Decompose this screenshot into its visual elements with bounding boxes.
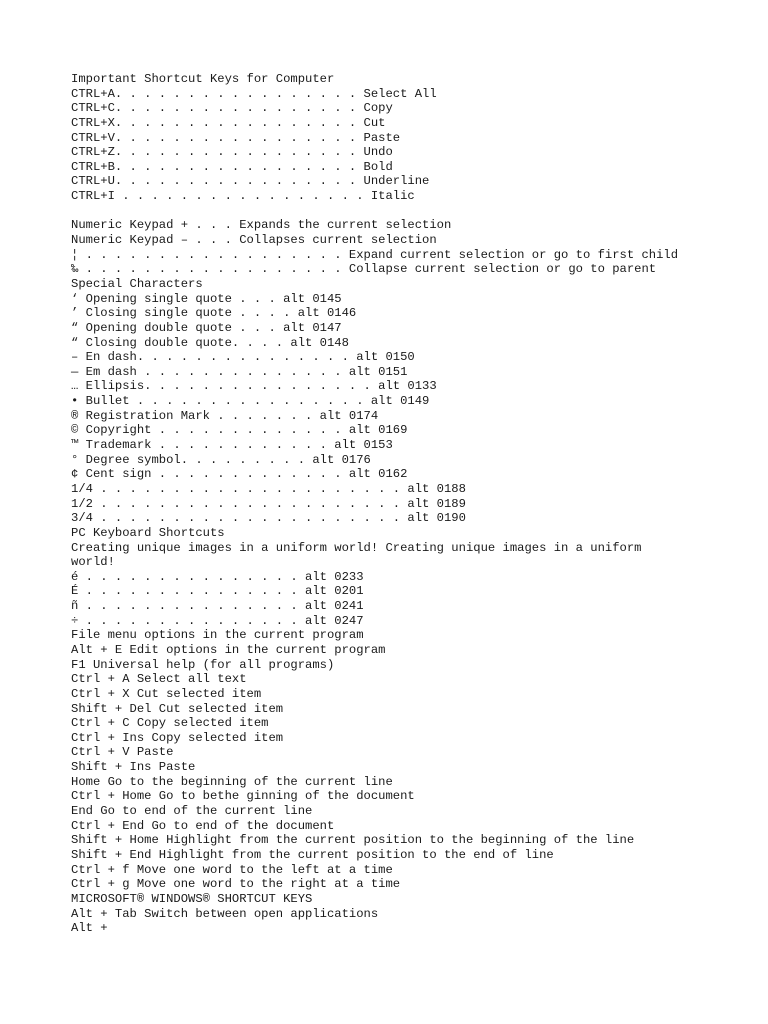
text-line: ‘ Opening single quote . . . alt 0145 (71, 291, 342, 306)
text-line: “ Closing double quote. . . . alt 0148 (71, 335, 349, 350)
section-heading: Special Characters (71, 276, 203, 291)
text-line: ™ Trademark . . . . . . . . . . . . alt 0153 (71, 438, 393, 453)
text-line: F1 Universal help (for all programs) (71, 657, 335, 672)
text-line: Alt + (71, 921, 108, 936)
text-line: Ctrl + C Copy selected item (71, 716, 269, 731)
text-line: CTRL+Z. . . . . . . . . . . . . . . . . Undo (71, 145, 393, 160)
text-line: ¦ . . . . . . . . . . . . . . . . . . Expand current selection or go to first child (71, 247, 679, 262)
text-line: ° Degree symbol. . . . . . . . . alt 0176 (71, 452, 371, 467)
text-line: Ctrl + g Move one word to the right at a time (71, 877, 401, 892)
text-line: 1/4 . . . . . . . . . . . . . . . . . . . . . alt 0188 (71, 481, 466, 496)
document-page (71, 72, 711, 936)
text-line: Shift + Del Cut selected item (71, 701, 284, 716)
text-line: Numeric Keypad + . . . Expands the current selection (71, 218, 452, 233)
text-line: É . . . . . . . . . . . . . . . alt 0201 (71, 584, 364, 599)
text-line: – En dash. . . . . . . . . . . . . . . alt 0150 (71, 350, 415, 365)
text-line: Alt + E Edit options in the current program (71, 642, 386, 657)
text-line: CTRL+I . . . . . . . . . . . . . . . . . Italic (71, 189, 415, 204)
text-line: CTRL+A. . . . . . . . . . . . . . . . . Select All (71, 86, 437, 101)
text-line: Alt + Tab Switch between open applications (71, 906, 379, 921)
text-line: CTRL+B. . . . . . . . . . . . . . . . . Bold (71, 159, 393, 174)
text-line: 3/4 . . . . . . . . . . . . . . . . . . . . . alt 0190 (71, 511, 466, 526)
text-line: Ctrl + A Select all text (71, 672, 247, 687)
text-line: Ctrl + V Paste (71, 745, 174, 760)
text-line: ¢ Cent sign . . . . . . . . . . . . . alt 0162 (71, 467, 408, 482)
text-line: Shift + Home Highlight from the current position to the beginning of the line (71, 833, 635, 848)
text-line: Shift + End Highlight from the current position to the end of line (71, 847, 554, 862)
text-line: ÷ . . . . . . . . . . . . . . . alt 0247 (71, 613, 364, 628)
text-line: Ctrl + f Move one word to the left at a time (71, 862, 393, 877)
text-line: CTRL+U. . . . . . . . . . . . . . . . . Underline (71, 174, 430, 189)
text-line: ‰ . . . . . . . . . . . . . . . . . . Collapse current selection or go to parent (71, 262, 657, 277)
text-line: File menu options in the current program (71, 628, 364, 643)
text-line: … Ellipsis. . . . . . . . . . . . . . . . alt 0133 (71, 379, 437, 394)
doc-title: Important Shortcut Keys for Computer (71, 72, 335, 86)
text-line: Numeric Keypad – . . . Collapses current selection (71, 233, 437, 248)
text-line: CTRL+C. . . . . . . . . . . . . . . . . Copy (71, 101, 393, 116)
text-line: “ Opening double quote . . . alt 0147 (71, 320, 342, 335)
text-line: Home Go to the beginning of the current line (71, 774, 393, 789)
section-heading: MICROSOFT® WINDOWS® SHORTCUT KEYS (71, 891, 313, 906)
text-line: © Copyright . . . . . . . . . . . . . alt 0169 (71, 423, 408, 438)
text-line: ñ . . . . . . . . . . . . . . . alt 0241 (71, 599, 364, 614)
text-line: Shift + Ins Paste (71, 760, 196, 775)
text-line: • Bullet . . . . . . . . . . . . . . . . alt 0149 (71, 394, 430, 409)
text-line: Ctrl + Home Go to bethe ginning of the document (71, 789, 415, 804)
text-line: CTRL+V. . . . . . . . . . . . . . . . . Paste (71, 130, 401, 145)
text-line: — Em dash . . . . . . . . . . . . . . alt 0151 (71, 364, 408, 379)
text-line: 1/2 . . . . . . . . . . . . . . . . . . . . . alt 0189 (71, 496, 466, 511)
text-line: Creating unique images in a uniform world! Creating unique images in a uniform (71, 540, 642, 555)
text-line: world! (71, 555, 115, 570)
text-line: End Go to end of the current line (71, 804, 313, 819)
text-line: CTRL+X. . . . . . . . . . . . . . . . . Cut (71, 115, 386, 130)
blank-line (71, 204, 711, 219)
section-heading: PC Keyboard Shortcuts (71, 525, 225, 540)
text-line: Ctrl + End Go to end of the document (71, 818, 335, 833)
text-line: Ctrl + Ins Copy selected item (71, 730, 284, 745)
text-line: ® Registration Mark . . . . . . . alt 0174 (71, 408, 379, 423)
text-line: ’ Closing single quote . . . . alt 0146 (71, 306, 357, 321)
text-line: é . . . . . . . . . . . . . . . alt 0233 (71, 569, 364, 584)
text-line: Ctrl + X Cut selected item (71, 686, 262, 701)
